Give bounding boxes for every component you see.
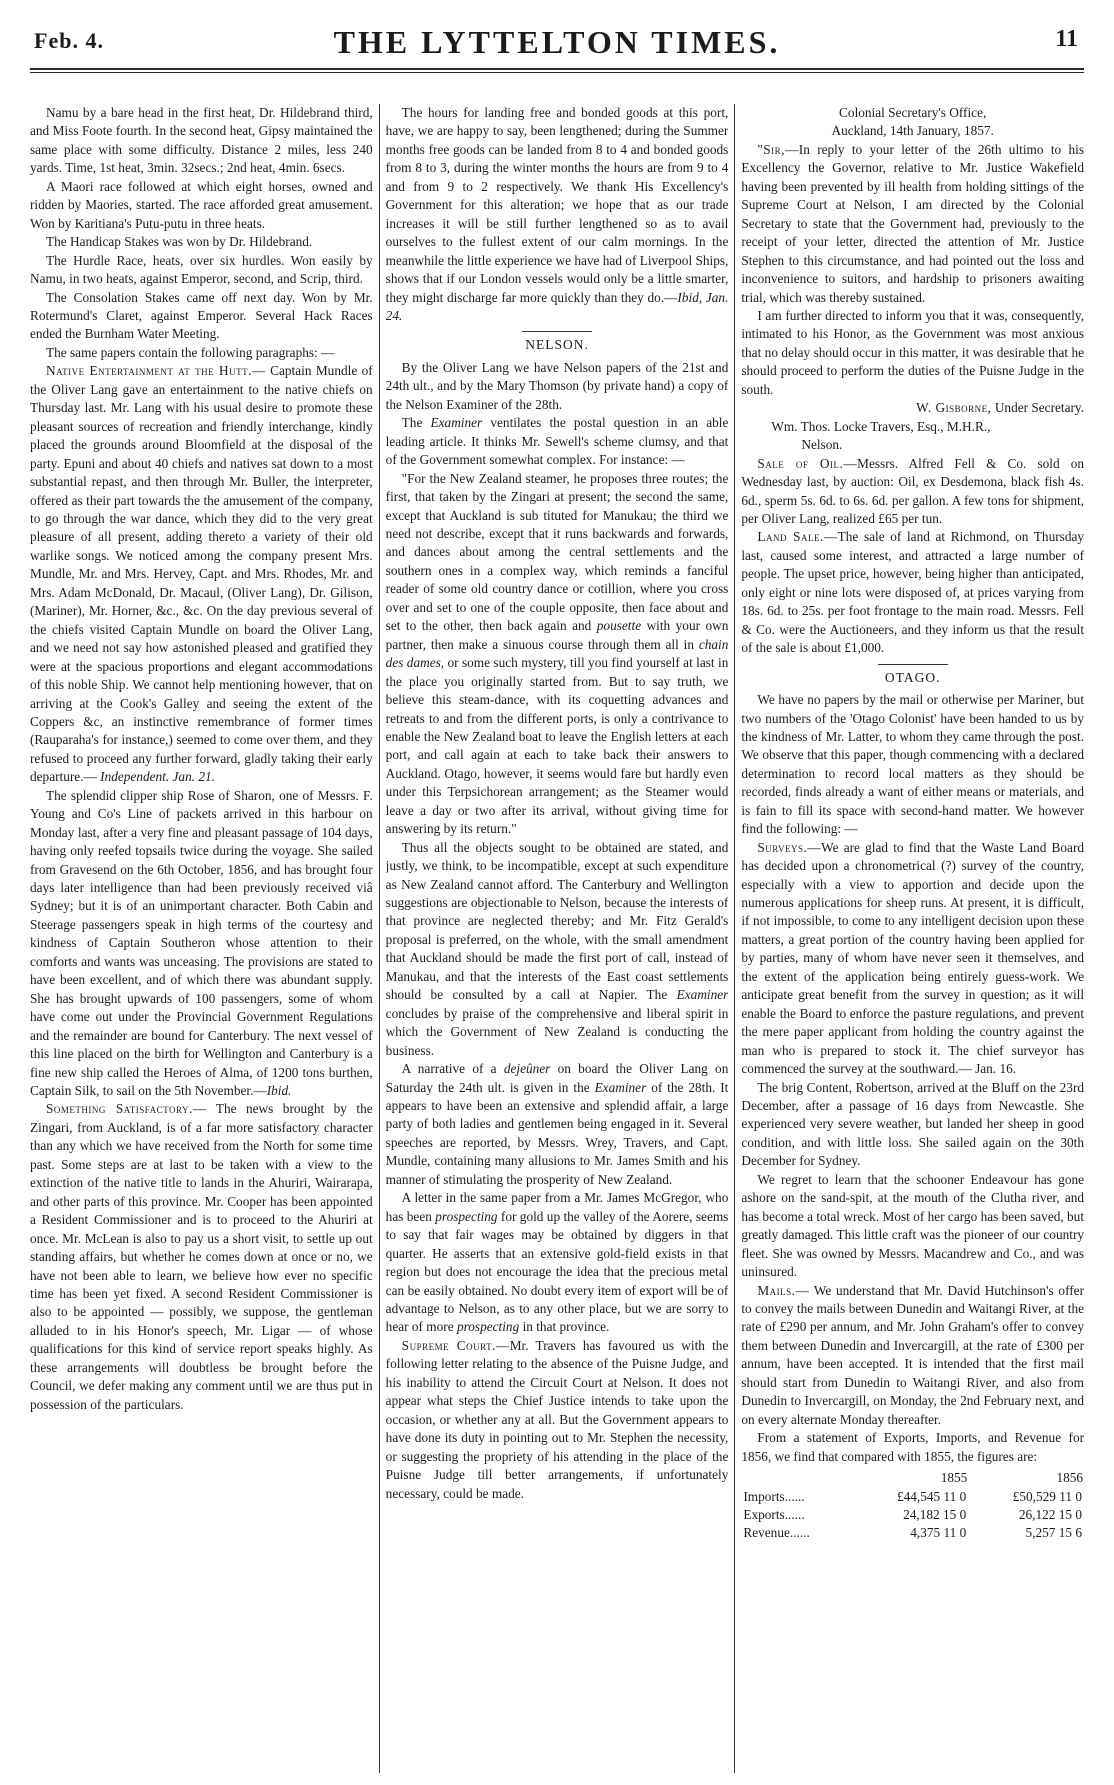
table-row — [741, 1488, 1084, 1506]
row-label: Revenue...... — [743, 1525, 810, 1541]
masthead — [30, 22, 1084, 70]
gold-prospecting-paragraph: A letter in the same paper from a Mr. James McGregor, who has been prospecting for gold up the valley of the Aorere, seems to say that fair wages may be obtained by diggers in that quarter. He asserts that an extensive gold-field exists in that region but does not encourage the idea that the precious metal can be easily obtained. No doubt every item of export will be of advantage to Nelson, as to any other place, but we are sorry to hear of more prospecting in that province. — [385, 1190, 729, 1335]
source-citation: Independent. Jan. 21. — [100, 769, 215, 785]
postal-question-paragraph: The Examiner ventilates the postal question in an able leading article. It thinks Mr. Sewell's scheme clumsy, and that of the Government somewhat complex. For instance: — — [385, 415, 729, 468]
exports-intro-paragraph: From a statement of Exports, Imports, and Revenue for 1856, we find that compared with 1855, the figures are: — [741, 1430, 1085, 1464]
column-3 — [741, 104, 1084, 1773]
sale-of-oil-heading: Sale of Oil.— — [757, 455, 858, 471]
letter-body-paragraph: I am further directed to inform you that it was, consequently, intimated to his Honor, as the Government was most anxious that no delay should occur in this matter, it was desirable that he should proceed to perform the duties of the Puisne Judge in the south. — [741, 307, 1085, 397]
dejeuner-paragraph: A narrative of a dejeûner on board the Oliver Lang on Saturday the 24th ult. is given in the Examiner of the 28th. It appears to have been an extensive and splendid affair, a large party of both ladies and gentlemen being engaged in it. Several speeches are reported, by Messrs. Wrey, Travers, and Capt. Mundle, containing many allusions to Mr. James Smith and his manner of stimulating the prosperity of New Zealand. — [385, 1061, 729, 1187]
steamer-quote-paragraph: "For the New Zealand steamer, he proposes three routes; the first, that taken by the Zingari at present; the second the same, except that Auckland is sub tituted for Manukau; the third we need not describe, except that it runs backwards and forwards, and dances about among the central settlements and the southern ones in a complex way, which reminds a fanciful reader of some old country dance or cotillion, where you cross over and set to one of the couple opposite, then face about and set to the other, then back again and pousette with your own partner, then make a sinuous course through them all in chain des dames, or some such mystery, till you find yourself at last in the place you originally started from. But to say truth, we believe this steam-dance, with its coquetting advances and retreats to and from the different ports, is only a contrivance to enable the New Zealand boat to leave the English letters at each port, and call again at each to take back their answers to Auckland. Otago, however, it seems would fare but hardly even under this Terpsichorean arrangement; as the Steamer would leave a day or two after its arrival, without giving time for answering by its return." — [385, 470, 729, 837]
land-sale-heading: Land Sale.— — [757, 529, 838, 545]
nelson-papers-paragraph: By the Oliver Lang we have Nelson papers of the 21st and 24th ult., and by the Mary Thomson (by private hand) a copy of the Nelson Examiner of the 28th. — [385, 359, 729, 412]
surveys-paragraph: Surveys.—We are glad to find that the Waste Land Board has decided upon a chronometrical (?) survey of the country, especially with a view to apportion and decide upon the numerous applications for sheep runs. At present, it is difficult, if not impossible, to come to any intelligent decision upon these matters, a great portion of the country having been applied for by parties, many of whom have never seen it themselves, and the extent of the application being entirely guess-work. We anticipate great benefit from the survey in question; as it will enable the Board to enforce the pasture regulations, and prevent the mere paper applicant from holding the country against the man who is prepared to stock it. The chief surveyor has commenced the survey at the southward.— Jan. 16. — [741, 839, 1085, 1077]
newspaper-page — [0, 22, 1114, 1785]
article-columns — [30, 104, 1084, 1773]
hurdle-race-paragraph: The Hurdle Race, heats, over six hurdles. Won easily by Namu, in two heats, against Emperor, second, and Scrip, third. — [30, 252, 373, 287]
source-citation: Ibid, Jan. 24. — [385, 289, 729, 323]
native-entertainment-heading: Native Entertainment at the Hutt.— — [46, 363, 266, 379]
cell-1855: 24,182 15 0 — [903, 1507, 967, 1523]
column-divider — [734, 104, 735, 1773]
cell-1855: 4,375 11 0 — [910, 1525, 967, 1541]
column-1 — [30, 104, 373, 1773]
sale-of-oil-paragraph: Sale of Oil.—Messrs. Alfred Fell & Co. sold on Wednesday last, by auction: Oil, ex Desdemona, black fish 4s. 6d., sperm 5s. 6d. to 6s. 6d. per gallon. A few tons for shipment, per Oliver Lang, realized £65 per tun. — [741, 455, 1085, 526]
letter-addressee-place: Nelson. — [801, 437, 843, 453]
mails-heading: Mails.— — [757, 1282, 810, 1298]
brig-content-paragraph: The brig Content, Robertson, arrived at the Bluff on the 23rd December, after a passage of 16 days from Newcastle. She experienced very severe weather, but landed her sheep in good condition, and with little loss. She sailed again on the 30th December for Sydney. — [741, 1079, 1085, 1169]
trade-statistics-table — [741, 1468, 1084, 1542]
row-label: Exports...... — [743, 1507, 805, 1523]
consolation-stakes-paragraph: The Consolation Stakes came off next day. Won by Mr. Rotermund's Claret, against Emperor. Several Hack Races ended the Burnham Water Meeting. — [30, 289, 373, 342]
column-header-1855: 1855 — [940, 1470, 968, 1486]
cell-1855: £44,545 11 0 — [896, 1489, 967, 1505]
rose-of-sharon-paragraph: The splendid clipper ship Rose of Sharon, one of Messrs. F. Young and Co's Line of packets arrived in this harbour on Monday last, after a very fine and pleasant passage of 104 days, having only reefed topsails twice during the voyage. She sailed from Gravesend on the 6th October, 1856, and has brought four days later intelligence than had been previously received viâ Sydney; but it is of an unimportant character. Both Cabin and Steerage passengers speak in high terms of the courtesy and kindness of Captain Southeron whose attention to their comforts and wants was unceasing. The provisions are stated to have been excellent, and of which there was abundant supply. She has brought upwards of 100 passengers, some of whom have come out under the Provincial Government Regulations and the remainder are bound for Canterbury. The next vessel of this line placed on the birth for Wellington and Canterbury is a fine new ship called the Heroes of Alma, of 1200 tons burthen, Captain Silk, to sail on the 5th November.—Ibid. — [30, 787, 373, 1099]
schooner-paragraph: We regret to learn that the schooner Endeavour has gone ashore on the sand-spit, at the mouth of the Clutha river, and has become a total wreck. Most of her cargo has been saved, but greatly damaged. This little craft was the pioneer of our country fleet. She was owned by Messrs. Macandrew and Co., and was uninsured. — [741, 1171, 1085, 1280]
something-satisfactory-heading: Something Satisfactory.— — [46, 1101, 207, 1117]
table-row — [741, 1524, 1084, 1542]
supreme-court-heading: Supreme Court.— — [401, 1337, 510, 1353]
table-header-row — [741, 1468, 1084, 1488]
cell-1856: £50,529 11 0 — [1012, 1489, 1083, 1505]
surveys-heading: Surveys.— — [757, 839, 822, 855]
letter-signature: W. Gisborne, Under Secretary. — [916, 400, 1085, 416]
handicap-stakes-paragraph: The Handicap Stakes was won by Dr. Hildebrand. — [46, 234, 313, 250]
papers-intro-paragraph: The same papers contain the following paragraphs: — — [46, 344, 335, 360]
landing-hours-paragraph: The hours for landing free and bonded goods at this port, have, we are happy to say, been lengthened; during the Summer months free goods can be landed from 8 to 4 and bonded goods from 8 to 3, during the winter months the hours are from 9 to 4 and from 9 to 2 respectively. We thank His Excellency's Government for this alteration; we hope that as our trade increases it will be still further lengthened so as to avail ourselves to the fullest extent of our calm mornings. In the meanwhile the little experience we have had of Liverpool Ships, shows that if our London vessels would only be a little smarter, they might discharge far more quickly than they do.—Ibid, Jan. 24. — [385, 105, 729, 323]
cell-1856: 5,257 15 6 — [1025, 1525, 1083, 1541]
column-header-1856: 1856 — [1056, 1470, 1084, 1486]
mails-paragraph: Mails.— We understand that Mr. David Hutchinson's offer to convey the mails between Dunedin and Waitangi River, at the rate of £290 per annum, and Mr. John Graham's offer to convey them between Dunedin and Invercargill, at the rate of £300 per annum, have been accepted. It is intended that the first mail should start from Dunedin to Waitangi River, and also from Dunedin to Invercargill, on Monday, the 2nd February next, and on every alternate Monday thereafter. — [741, 1282, 1085, 1427]
page-number: 11 — [1055, 26, 1078, 52]
column-divider — [379, 104, 380, 1773]
newspaper-title: THE LYTTELTON TIMES. — [333, 24, 781, 60]
objects-sought-paragraph: Thus all the objects sought to be obtained are stated, and justly, we think, to be incompatible, except at such expenditure as New Zealand cannot afford. The Canterbury and Wellington suggestions are objectionable to Nelson, because the interests of that province are neglected thereby; and Mr. Fitz Gerald's proposal is preferred, on the whole, with the small amendment that Auckland should be made the first port of call, instead of Manukau, and that the interests of the East coast settlements should be consulted by a call at Napier. The Examiner concludes by praise of the comprehensive and liberal spirit in which the Government of New Zealand is conducting the business. — [385, 839, 729, 1058]
otago-papers-paragraph: We have no papers by the mail or otherwise per Mariner, but two numbers of the 'Otago Colonist' have been handed to us by the kindness of Mr. Latter, to whom they came through the post. We observe that this paper, though commencing with a declared determination to record local matters as they should be recorded, finds already a want of either means or materials, and is fain to fill its space with second-hand matter. We however find the following: — — [741, 692, 1085, 837]
cell-1856: 26,122 15 0 — [1018, 1507, 1083, 1523]
nelson-section-heading: NELSON. — [386, 331, 729, 354]
race-result-paragraph: Namu by a bare head in the first heat, Dr. Hildebrand third, and Miss Foote fourth. In the second heat, Gipsy maintained the same place with some difficulty. Distance 2 miles, less 240 yards. Time, 1st heat, 3min. 32secs.; 2nd heat, 4min. 6secs. — [30, 105, 373, 176]
source-citation: Ibid. — [266, 1083, 292, 1099]
native-entertainment-paragraph: Native Entertainment at the Hutt.— Captain Mundle of the Oliver Lang gave an entertainment to the native chiefs on Thursday last. Mr. Lang with his usual desire to promote these pleasant sources of recreation and friendly interchange, kindly placed the grounds around Bloomfield at the disposal of the party. Epuni and about 40 chiefs and natives sat down to a most substantial repast, and then through Mr. Buller, the interpreter, offered as their part towards the the amusement of the company, to go through the war dance, which they did to the very great pleasure of all present, adding thereto a variety of their old warlike songs. We noticed among the company present Mrs. Mundle, Mr. and Mrs. Hervey, Capt. and Mrs. Rhodes, Mr. and Mrs. Adam McDonald, Dr. Macaul, (Oliver Lang), Dr. Gilison, (Mariner), Mr. Horner, &c., &c. On the day previous several of the chiefs visited Captain Mundle on board the Oliver Lang, and we need not say how astonished pleased and gratified they were at the spacious proportions and elegant accommodations of this noble Ship. We cannot help mentioning however, that on arriving at the Cook's Galley and seeing the extent of the Coppers &c, an instinctive remembrance of former times (Rauparaha's for instance,) seemed to come over them, and they refused to proceed any further forward, gladly taking their early departure.— Independent. Jan. 21. — [30, 363, 373, 785]
column-2 — [386, 104, 729, 1773]
otago-section-heading: OTAGO. — [741, 664, 1084, 687]
table-row — [741, 1506, 1084, 1524]
something-satisfactory-paragraph: Something Satisfactory.— The news brought by the Zingari, from Auckland, is of a far more satisfactory character than any which we have received from the North for some time past. Some steps are at last to be taken with a view to the extinction of the native title to lands in the Ahuriri, Wairarapa, and other parts of this province. Mr. Cooper has been appointed a Resident Commissioner and is to proceed to the Ahuriri at once. Mr. McLean is also to pay us a short visit, to settle up out standing affairs, but whether he comes down at once or no, we have not been able to learn, we believe how ever no specific time has been yet fixed. A second Resident Commissioner is also to be appointed — possibly, we suppose, the gentleman alluded to in his Honor's speech, Mr. Ligar — of whose qualifications for this kind of service report speaks highly. As these arrangements will doubtless be brought before the Council, we defer making any comment until we are thus put in possession of the particulars. — [30, 1101, 373, 1412]
letter-place: Colonial Secretary's Office, — [839, 105, 987, 120]
maori-race-paragraph: A Maori race followed at which eight horses, owned and ridden by Maories, started. The race afforded great amusement. Won by Karitiana's Putu-putu in three heats. — [30, 178, 373, 231]
land-sale-paragraph: Land Sale.—The sale of land at Richmond, on Thursday last, caused some interest, and attracted a large number of people. The upset price, however, being higher than anticipated, only eight or nine lots were disposed of, at prices varying from 18s. 6d. to 25s. per foot frontage to the main road. Messrs. Fell & Co. were the Auctioneers, and they inform us that the result of the sale is about £1,000. — [741, 529, 1085, 656]
letter-date: Auckland, 14th January, 1857. — [831, 123, 994, 139]
issue-date: Feb. 4. — [34, 28, 104, 53]
letter-addressee: Wm. Thos. Locke Travers, Esq., M.H.R., — [771, 418, 991, 434]
row-label: Imports...... — [743, 1489, 805, 1505]
letter-body-paragraph: "Sir,—In reply to your letter of the 26th ultimo to his Excellency the Governor, relative to Mr. Justice Wakefield having been prevented by ill health from holding sittings of the Supreme Court at Nelson, I am directed by the Colonial Secretary to state that the Government had, previously to the receipt of your letter, directed the attention of Mr. Justice Stephen to this circumstance, and had pointed out the loss and inconvenience to suitors, and hardship to prisoners awaiting trial, which was thereby sustained. — [741, 141, 1085, 305]
supreme-court-paragraph: Supreme Court.—Mr. Travers has favoured us with the following letter relating to the absence of the Puisne Judge, and his inability to attend the Circuit Court at Nelson. It does not appear what steps the Chief Justice intends to take upon the occasion, or whether any at all. But the Government appears to have done its duty in pointing out to Mr. Stephen the necessity, or suggesting the propriety of his attending in the place of the Puisne Judge till better arrangements, if unfortunately necessary, could be made. — [385, 1337, 729, 1501]
